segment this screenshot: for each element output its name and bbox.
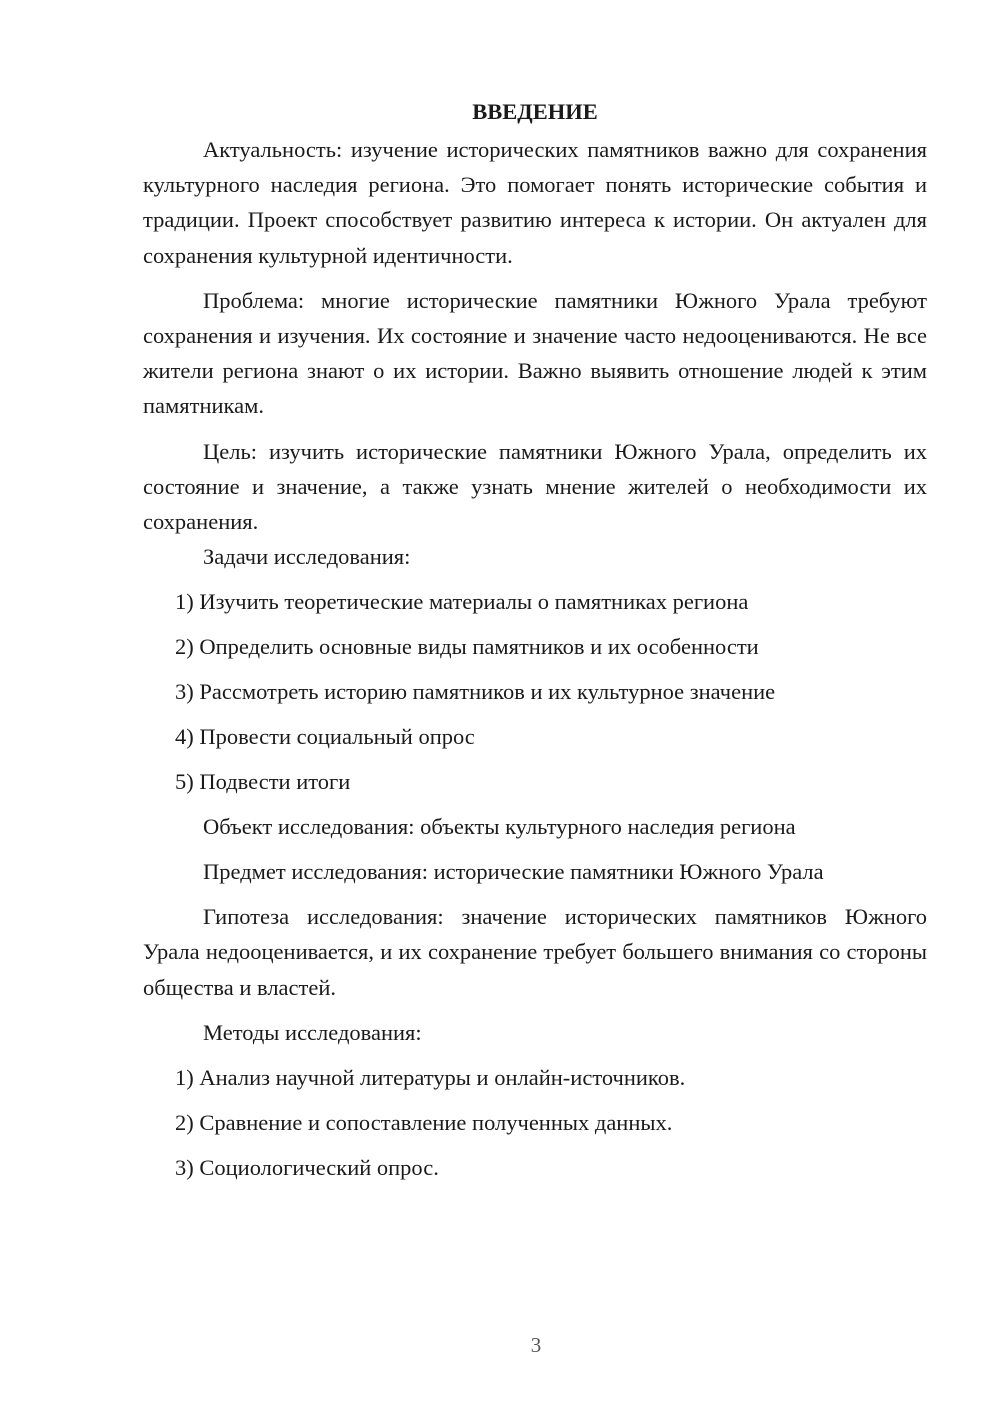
- research-subject: Предмет исследования: исторические памятники Южного Урала: [203, 859, 824, 885]
- tasks-list: [143, 584, 927, 799]
- goal-paragraph: Цель: изучить исторические памятники Южного Урала, определить их состояние и значение, а также узнать мнение жителей о необходимости их сохранения.: [143, 438, 927, 535]
- list-item: 5) Подвести итоги: [175, 769, 351, 795]
- page-content: [143, 94, 927, 1185]
- methods-list: [143, 1060, 927, 1185]
- list-item: 4) Провести социальный опрос: [175, 724, 475, 750]
- section-heading: ВВЕДЕНИЕ: [472, 99, 598, 124]
- list-item: 2) Сравнение и сопоставление полученных данных.: [175, 1109, 673, 1135]
- list-item: 3) Рассмотреть историю памятников и их культурное значение: [175, 679, 776, 705]
- problem-paragraph: Проблема: многие исторические памятники Южного Урала требуют сохранения и изучения. Их состояние и значение часто недооцениваются. Не все жители региона знают о их истории. Важно выявить отношение людей к этим памятникам.: [143, 287, 927, 419]
- hypothesis-paragraph: Гипотеза исследования: значение исторических памятников Южного Урала недооценивается, и их сохранение требует большего внимания со стороны общества и властей.: [143, 904, 927, 1000]
- tasks-title: Задачи исследования:: [203, 544, 411, 570]
- list-item: 2) Определить основные виды памятников и их особенности: [175, 634, 759, 660]
- relevance-paragraph: Актуальность: изучение исторических памятников важно для сохранения культурного наследия региона. Это помогает понять исторические события и традиции. Проект способствует развитию интереса к истории. Он актуален для сохранения культурной идентичности.: [143, 137, 927, 268]
- list-item: 1) Изучить теоретические материалы о памятниках региона: [175, 589, 749, 615]
- list-item: 1) Анализ научной литературы и онлайн-источников.: [175, 1064, 686, 1090]
- page-number: 3: [530, 1333, 542, 1357]
- list-item: 3) Социологический опрос.: [175, 1154, 439, 1180]
- research-object: Объект исследования: объекты культурного наследия региона: [203, 814, 796, 840]
- methods-title: Методы исследования:: [203, 1019, 422, 1045]
